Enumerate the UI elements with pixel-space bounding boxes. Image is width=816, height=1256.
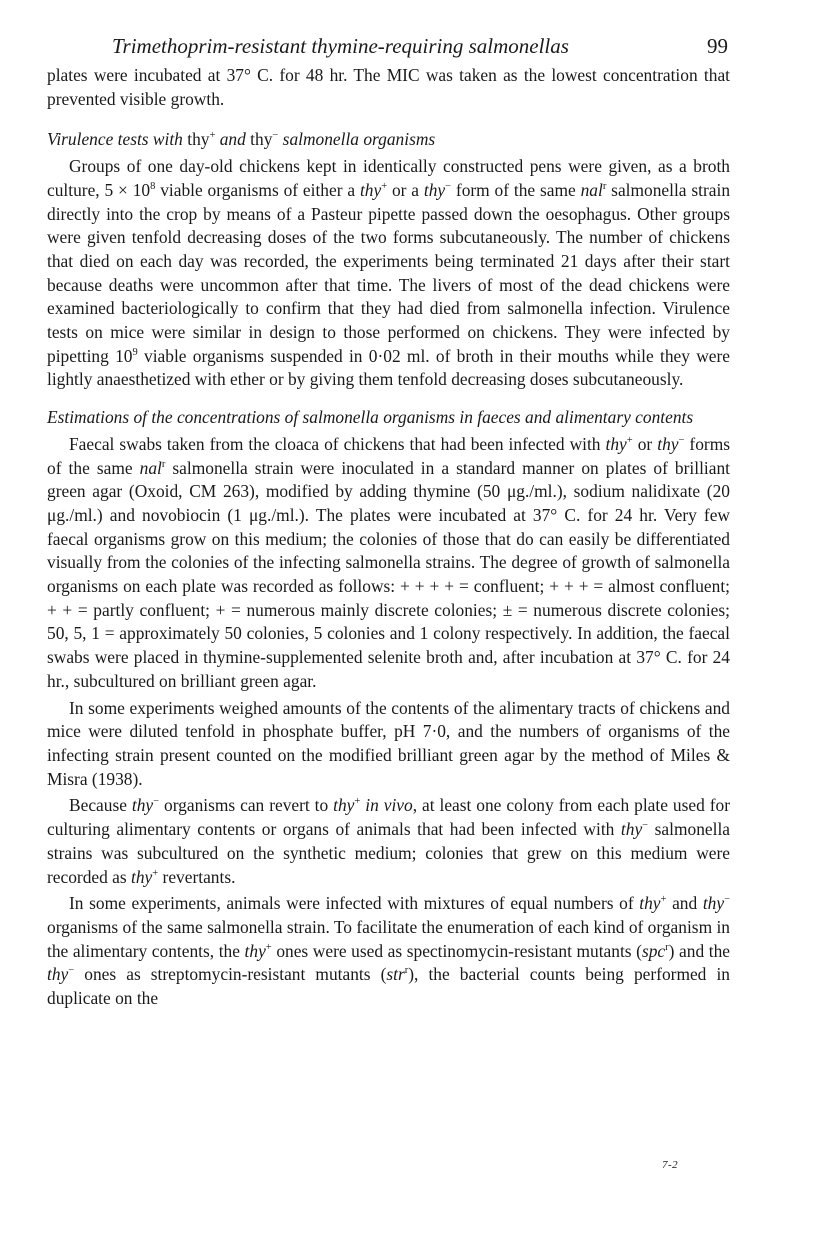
- page-number: 99: [707, 34, 728, 58]
- section-heading-estimations: Estimations of the concentrations of salmonella organisms in faeces and alimentary contents: [47, 407, 694, 428]
- estimations-paragraph-2: In some experiments weighed amounts of the contents of the alimentary tracts of chickens and mice were diluted tenfold in phosphate buffer, pH 7·0, and the numbers of organisms of the infecting strain present counted on the modified brilliant green agar by the method of Miles & Misra (1938).: [47, 697, 730, 789]
- virulence-paragraph: Groups of one day-old chickens kept in identically constructed pens were given, as a broth culture, $5 \times 10^8$ viable organisms of either a thy+ or a thy− form of the same nal$^r$ salmonella strain directly into the crop by means of a Pasteur pipette passed down the oesophagus. Other groups were given tenfold decreasing doses of the two forms subcutaneously. The number of chickens that died on each day was recorded, the experiments being terminated 21 days after their start because deaths were uncommon after that time. The livers of most of the dead chickens were examined bacteriologically to confirm that they had died from salmonella infection. Virulence tests on mice were similar in design to those performed on chickens. They were infected by pipetting $10^9$ viable organisms suspended in 0·02 ml. of broth in their mouths while they were lightly anaesthetized with ether or by giving them tenfold decreasing doses subcutaneously.: [47, 156, 731, 390]
- running-title: Trimethoprim-resistant thymine-requiring salmonellas: [112, 34, 569, 58]
- estimations-paragraph-1: Faecal swabs taken from the cloaca of chickens that had been infected with thy+ or thy− forms of the same nal$^r$ salmonella strain were inoculated in a standard manner on plates of brilliant green agar (Oxoid, CM 263), modified by adding thymine (50 μg./ml.), sodium nalidixate (20 μg./ml.) and novobiocin (1 μg./ml.). The plates were incubated at 37° C. for 24 hr. Very few faecal organisms grow on this medium; the colonies of those that do can easily be differentiated visually from the colonies of the infecting salmonella strains. The degree of growth of salmonella organisms on each plate was recorded as follows: + + + + = confluent; + + + = almost confluent; + + = partly confluent; + = numerous mainly discrete colonies; ± = numerous discrete colonies; 50, 5, 1 = approximately 50 colonies, 5 colonies and 1 colony respectively. In addition, the faecal swabs were placed in thymine-supplemented selenite broth and, after incubation at 37° C. for 24 hr., subcultured on brilliant green agar.: [47, 433, 730, 691]
- section-heading-virulence: Virulence tests with thy+ and thy− salmonella organisms: [47, 129, 436, 150]
- intro-paragraph: plates were incubated at 37° C. for 48 hr. The MIC was taken as the lowest concentration that prevented visible growth.: [47, 65, 730, 109]
- page: [47, 34, 730, 1011]
- estimations-paragraph-4: In some experiments, animals were infected with mixtures of equal numbers of thy+ and thy− organisms of the same salmonella strain. To facilitate the enumeration of each kind of organism in the alimentary contents, the thy+ ones were used as spectinomycin-resistant mutants (spc$^r$) and the thy− ones as streptomycin-resistant mutants (str$^r$), the bacterial counts being performed in duplicate on the: [47, 893, 730, 1009]
- estimations-paragraph-3: Because thy− organisms can revert to thy+ in vivo, at least one colony from each plate used for culturing alimentary contents or organs of animals that had been infected with thy− salmonella strains was subcultured on the synthetic medium; colonies that grew on this medium were recorded as thy+ revertants.: [47, 795, 730, 887]
- running-head: [47, 34, 730, 64]
- signature-mark: 7-2: [662, 1159, 679, 1171]
